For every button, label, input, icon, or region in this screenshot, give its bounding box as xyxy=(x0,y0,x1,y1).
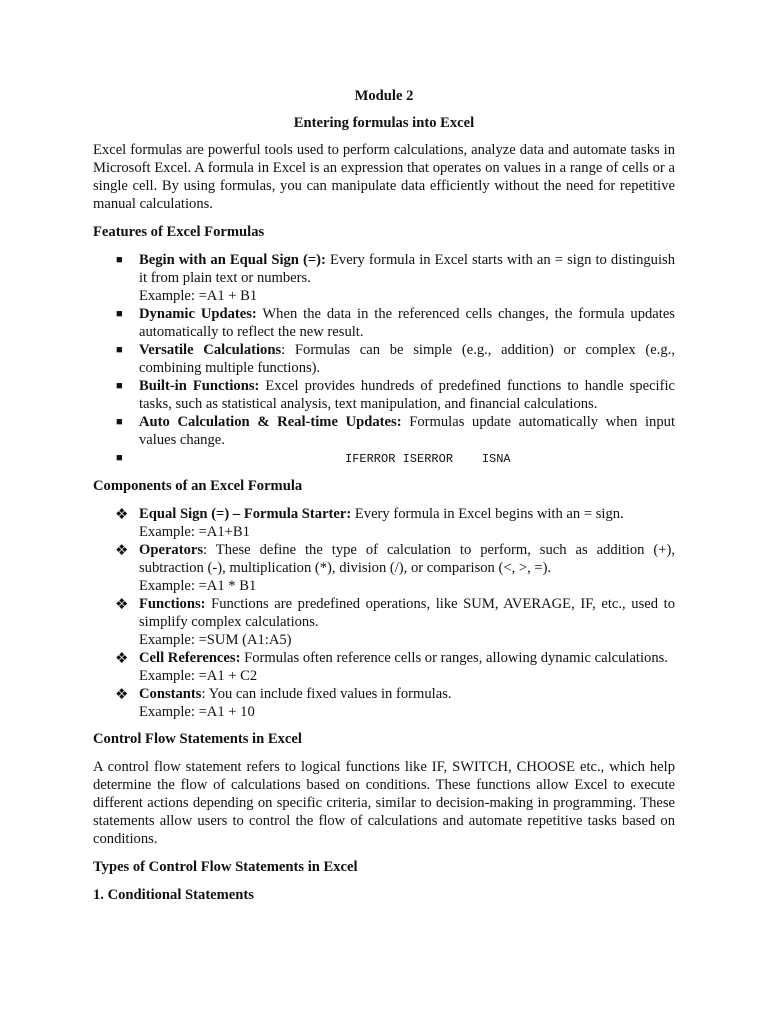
list-item xyxy=(93,305,675,341)
diamond-bullet-icon: ❖ xyxy=(115,541,129,559)
item-example: Example: =A1 + 10 xyxy=(139,704,255,720)
list-item xyxy=(93,505,675,541)
diamond-bullet-icon: ❖ xyxy=(115,595,129,613)
square-bullet-icon: ■ xyxy=(116,254,123,266)
item-term: Begin with an Equal Sign (=): xyxy=(139,252,326,268)
intro-paragraph: Excel formulas are powerful tools used to perform calculations, analyze data and automate tasks in Microsoft Excel. A formula in Excel is an expression that operates on values in a range of cells or a single cell. By using formulas, you can manipulate data efficiently without the need for repetitive manual calculations. xyxy=(93,142,675,212)
features-list xyxy=(93,251,675,468)
diamond-bullet-icon: ❖ xyxy=(115,505,129,523)
item-example: Example: =A1 + C2 xyxy=(139,668,258,684)
diamond-bullet-icon: ❖ xyxy=(115,685,129,703)
item-term: Operators xyxy=(139,542,204,558)
list-item xyxy=(93,649,675,685)
components-list xyxy=(93,505,675,721)
item-example: Example: =SUM (A1:A5) xyxy=(139,632,292,648)
item-term: Auto Calculation & Real-time Updates: xyxy=(139,414,402,430)
control-flow-paragraph: A control flow statement refers to logical functions like IF, SWITCH, CHOOSE etc., which help determine the flow of calculations based on conditions. These functions allow Excel to execute different actions depending on specific criteria, similar to decision-making in programming. These statements allow users to control the flow of calculations and automate repetitive tasks based on conditions. xyxy=(93,759,675,847)
document-page xyxy=(93,87,675,914)
item-text: : Formulas can be simple (e.g., addition) or complex (e.g., combining multiple functions). xyxy=(139,342,675,376)
page-title: Entering formulas into Excel xyxy=(293,115,475,131)
list-item xyxy=(93,685,675,721)
list-item xyxy=(93,413,675,449)
item-term: Built-in Functions: xyxy=(139,378,260,394)
item-text: Formulas update automatically when input values change. xyxy=(139,414,676,448)
item-text: Formulas often reference cells or ranges, allowing dynamic calculations. xyxy=(240,650,668,666)
item-text: Excel provides hundreds of predefined functions to handle specific tasks, such as statistical analysis, text manipulation, and financial calculations. xyxy=(139,378,675,412)
item-text: : You can include fixed values in formulas. xyxy=(201,686,452,702)
square-bullet-icon: ■ xyxy=(116,308,123,320)
square-bullet-icon: ■ xyxy=(116,380,123,392)
square-bullet-icon: ■ xyxy=(116,452,123,464)
item-term: Cell References: xyxy=(139,650,241,666)
item-term: Equal Sign (=) – Formula Starter: xyxy=(139,506,352,522)
item-text: Every formula in Excel begins with an = sign. xyxy=(351,506,624,522)
types-heading: Types of Control Flow Statements in Excel xyxy=(93,859,358,875)
module-title: Module 2 xyxy=(354,88,414,104)
item-text: Every formula in Excel starts with an = sign to distinguish it from plain text or numbers. xyxy=(139,252,675,286)
list-item xyxy=(93,541,675,595)
item-term: Versatile Calculations xyxy=(139,342,282,358)
item-example: Example: =A1+B1 xyxy=(139,524,250,540)
list-item xyxy=(93,595,675,649)
diamond-bullet-icon: ❖ xyxy=(115,649,129,667)
item-text: : These define the type of calculation to perform, such as addition (+), subtraction (-), multiplication (*), division (/), or comparison (<, >, =). xyxy=(139,542,675,576)
list-item xyxy=(93,341,675,377)
features-heading: Features of Excel Formulas xyxy=(93,224,265,240)
item-text: Functions are predefined operations, like SUM, AVERAGE, IF, etc., used to simplify complex calculations. xyxy=(139,596,675,630)
item-text: When the data in the referenced cells changes, the formula updates automatically to reflect the new result. xyxy=(139,306,675,340)
control-flow-heading: Control Flow Statements in Excel xyxy=(93,731,302,747)
square-bullet-icon: ■ xyxy=(116,416,123,428)
list-item xyxy=(93,251,675,305)
conditional-heading: 1. Conditional Statements xyxy=(93,887,254,903)
square-bullet-icon: ■ xyxy=(116,344,123,356)
item-term: Dynamic Updates: xyxy=(139,306,257,322)
list-item xyxy=(93,449,675,468)
item-example: Example: =A1 + B1 xyxy=(139,288,258,304)
code-line: IFERROR ISERROR ISNA xyxy=(345,452,511,466)
item-term: Functions: xyxy=(139,596,206,612)
item-term: Constants xyxy=(139,686,202,702)
list-item xyxy=(93,377,675,413)
components-heading: Components of an Excel Formula xyxy=(93,478,303,494)
item-example: Example: =A1 * B1 xyxy=(139,578,257,594)
